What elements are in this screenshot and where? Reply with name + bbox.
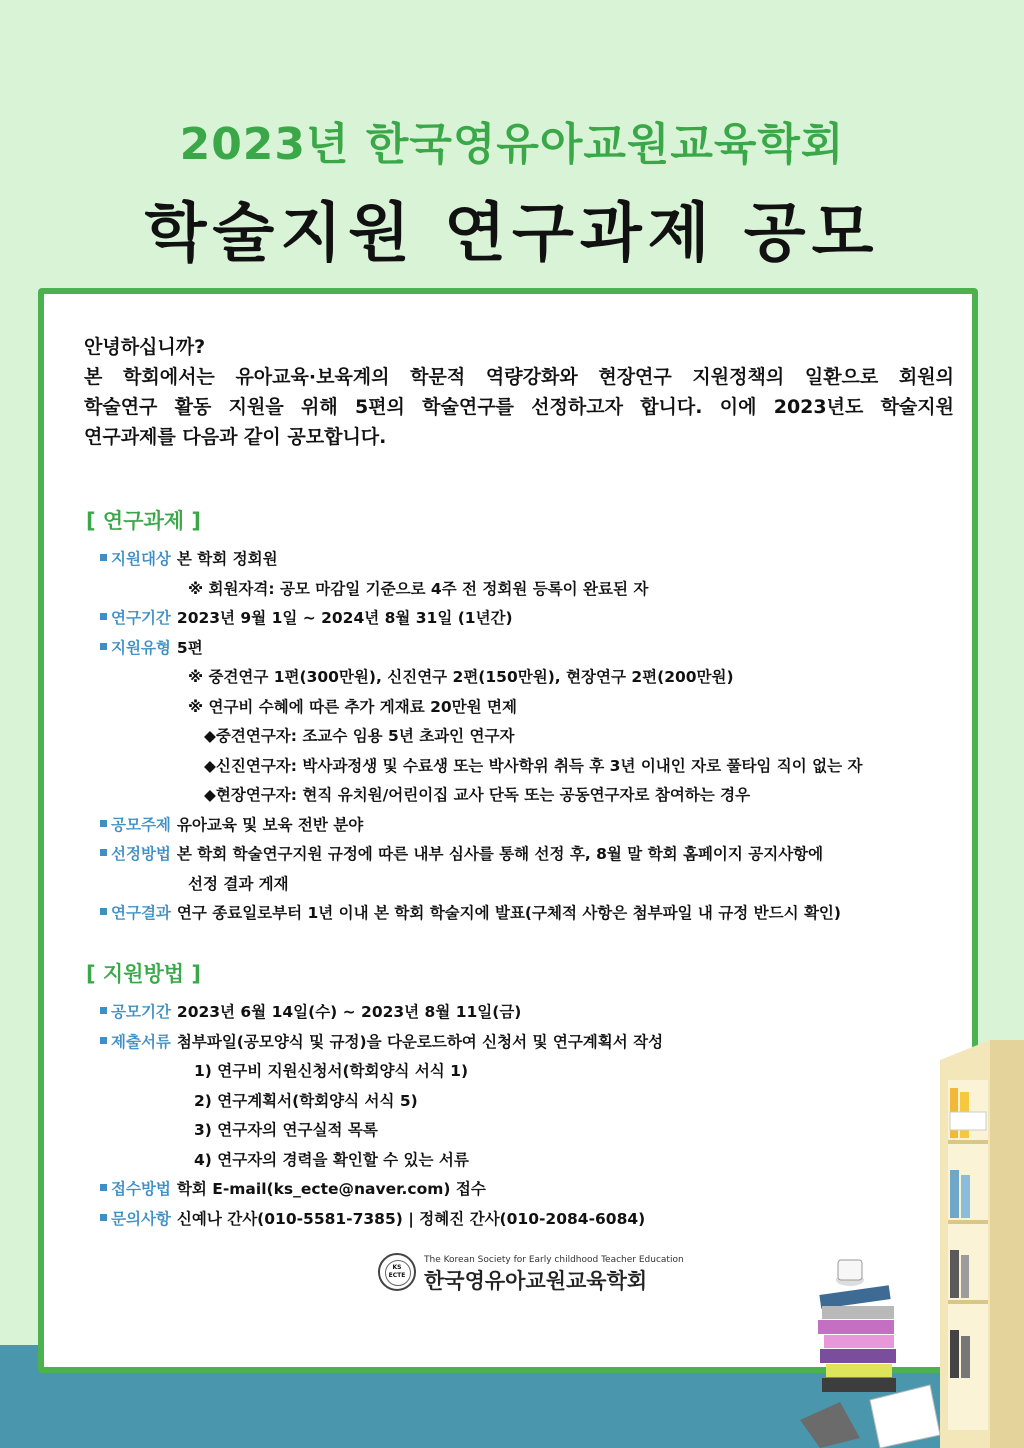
item-label: 지원대상	[111, 550, 171, 568]
doc-list-item: 2) 연구계획서(학회양식 서식 5)	[194, 1091, 418, 1110]
item-value: 유아교육 및 보육 전반 분야	[176, 815, 364, 834]
square-bullet-icon	[100, 908, 107, 915]
intro-line: 본 학회에서는 유아교육·보육계의 학문적 역량강화와 현장연구 지원정책의 일환으로 회원의	[84, 366, 954, 388]
item-label: 공모기간	[111, 1003, 171, 1021]
item-label: 연구기간	[111, 609, 171, 627]
item-detail: ◆중견연구자: 조교수 임용 5년 초과인 연구자	[204, 727, 515, 745]
item-value: 연구 종료일로부터 1년 이내 본 학회 학술지에 발표(구체적 사항은 첨부파일 내 규정 반드시 확인)	[176, 904, 841, 922]
square-bullet-icon	[100, 1214, 107, 1221]
square-bullet-icon	[100, 820, 107, 827]
society-logo	[378, 1253, 684, 1293]
title-line-2: 학술지원 연구과제 공모	[144, 197, 880, 271]
item-type	[100, 634, 960, 664]
item-value: 본 학회 학술연구지원 규정에 따른 내부 심사를 통해 선정 후, 8월 말 학회 홈페이지 공지사항에	[176, 845, 824, 863]
society-emblem-icon	[378, 1253, 416, 1291]
greeting: 안녕하십니까?	[84, 336, 206, 358]
item-value: 5편	[176, 638, 203, 657]
item-topic	[100, 811, 960, 841]
intro-line: 연구과제를 다음과 같이 공모합니다.	[84, 426, 387, 448]
item-value: 2023년 6월 14일(수) ~ 2023년 8월 11일(금)	[176, 1003, 522, 1021]
item-app-period	[100, 998, 960, 1028]
item-period	[100, 604, 960, 634]
item-label: 연구결과	[111, 904, 171, 922]
intro-line: 학술연구 활동 지원을 위해 5편의 학술연구를 선정하고자 합니다. 이에 2023년도 학술지원	[84, 396, 954, 418]
section-heading-research: [ 연구과제 ]	[86, 509, 201, 533]
intro-text	[84, 332, 954, 452]
item-target	[100, 545, 960, 575]
doc-list-item: 1) 연구비 지원신청서(학회양식 서식 1)	[194, 1062, 469, 1080]
item-continuation: 선정 결과 게재	[188, 874, 289, 893]
section-heading-application: [ 지원방법 ]	[86, 962, 201, 986]
item-note: ※ 연구비 수혜에 따른 추가 게재료 20만원 면제	[188, 697, 517, 716]
emblem-text: KS ECTE	[388, 1264, 406, 1279]
item-value: 신예나 간사(010-5581-7385) | 정혜진 간사(010-2084-6084)	[176, 1209, 646, 1228]
item-label: 공모주제	[111, 815, 171, 834]
item-note: ※ 회원자격: 공모 마감일 기준으로 4주 전 정회원 등록이 완료된 자	[188, 579, 649, 598]
item-value: 본 학회 정회원	[176, 550, 278, 568]
item-selection	[100, 840, 960, 870]
item-note: ※ 중견연구 1편(300만원), 신진연구 2편(150만원), 현장연구 2편(200만원)	[188, 668, 734, 686]
bookshelf-illustration	[800, 1040, 1024, 1448]
item-label: 문의사항	[111, 1209, 171, 1228]
research-items	[100, 545, 960, 929]
item-label: 선정방법	[111, 845, 171, 863]
square-bullet-icon	[100, 849, 107, 856]
doc-list-item: 3) 연구자의 연구실적 목록	[194, 1121, 378, 1139]
logo-korean-name: 한국영유아교원교육학회	[424, 1269, 648, 1293]
item-detail: ◆현장연구자: 현직 유치원/어린이집 교사 단독 또는 공동연구자로 참여하는 경우	[204, 786, 751, 804]
doc-list-item: 4) 연구자의 경력을 확인할 수 있는 서류	[194, 1150, 469, 1169]
square-bullet-icon	[100, 1037, 107, 1044]
square-bullet-icon	[100, 643, 107, 650]
item-label: 접수방법	[111, 1180, 171, 1198]
title-line-1: 2023년 한국영유아교원교육학회	[179, 119, 845, 170]
square-bullet-icon	[100, 554, 107, 561]
item-value: 2023년 9월 1일 ~ 2024년 8월 31일 (1년간)	[176, 609, 513, 627]
square-bullet-icon	[100, 1007, 107, 1014]
square-bullet-icon	[100, 613, 107, 620]
item-detail: ◆신진연구자: 박사과정생 및 수료생 또는 박사학위 취득 후 3년 이내인 자로 풀타임 직이 없는 자	[204, 756, 863, 775]
item-label: 지원유형	[111, 638, 171, 657]
item-value: 학회 E-mail(ks_ecte@naver.com) 접수	[176, 1180, 486, 1198]
square-bullet-icon	[100, 1184, 107, 1191]
item-label: 제출서류	[111, 1032, 171, 1051]
logo-english-name: The Korean Society for Early childhood Teacher Education	[424, 1255, 684, 1265]
item-value: 첨부파일(공모양식 및 규정)을 다운로드하여 신청서 및 연구계획서 작성	[176, 1032, 664, 1051]
item-result	[100, 899, 960, 929]
